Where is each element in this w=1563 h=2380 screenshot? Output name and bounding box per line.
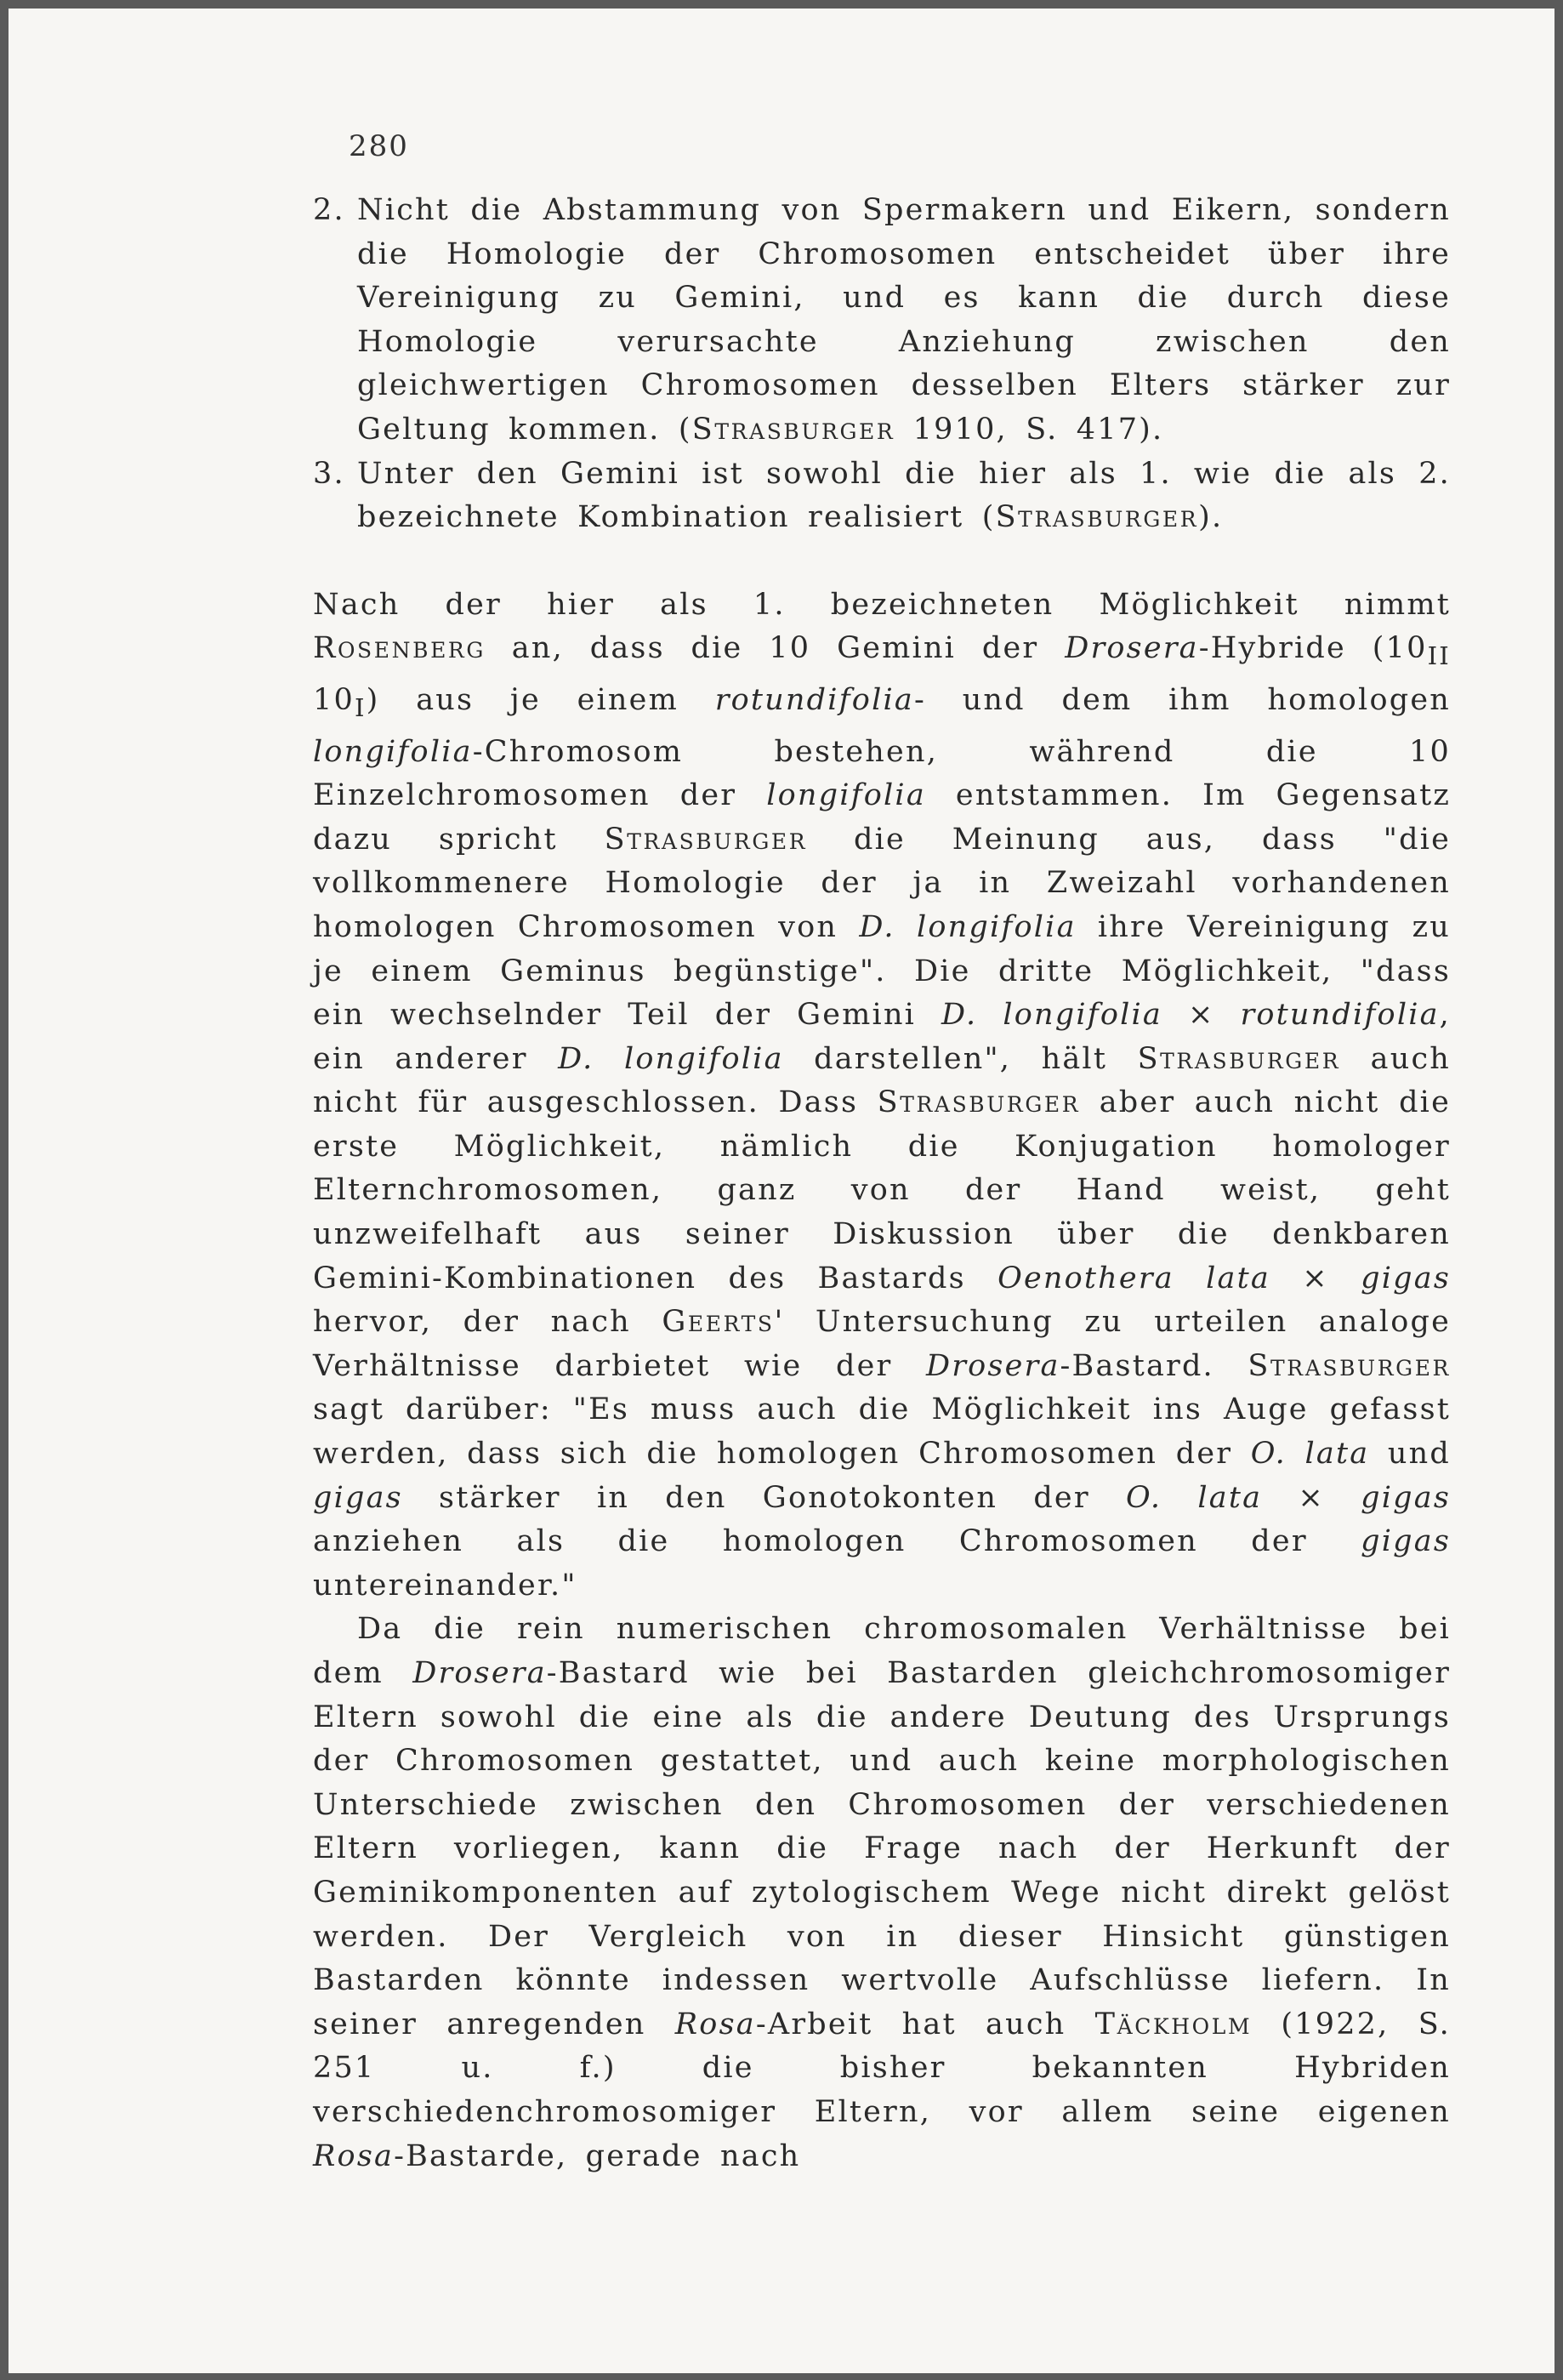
taxon-name: rotundifolia xyxy=(714,682,914,717)
taxon-name: longifolia xyxy=(766,778,926,813)
list-number: 2. xyxy=(313,193,345,227)
author-name: Strasburger xyxy=(995,500,1199,535)
taxon-name: Rosa xyxy=(674,2007,756,2041)
taxon-name: gigas xyxy=(1361,1261,1451,1295)
author-name: Strasburger xyxy=(1248,1348,1451,1383)
page-text xyxy=(313,189,1451,2178)
list-item-2: 2. Nicht die Abstammung von Spermakern und Eikern, sondern die Homologie der Chromosomen entscheidet über ihre Vereinigung zu Gemini, und es kann die durch diese Homologie verursachte Anziehung zwischen den gleichwertigen Chromosomen desselben Elters stärker zur Geltung kommen. (Strasburger 1910, S. 417). xyxy=(313,189,1451,453)
taxon-name: gigas xyxy=(1361,1480,1451,1515)
author-name: Strasburger xyxy=(1137,1041,1341,1076)
taxon-name: longifolia xyxy=(313,734,473,769)
taxon-name: Drosera xyxy=(925,1348,1060,1383)
taxon-name: Rosa xyxy=(313,2138,395,2173)
taxon-name: O. lata xyxy=(1126,1480,1263,1515)
taxon-name: Drosera xyxy=(1065,631,1199,666)
paragraph: Da die rein numerischen chromosomalen Verhältnisse bei dem Drosera-Bastard wie bei Bastarden gleichchromosomiger Eltern sowohl die eine als die andere Deutung des Ursprungs der Chromosomen gestattet, und auch keine morphologischen Unterschiede zwischen den Chromosomen der verschiedenen Eltern vorliegen, kann die Frage nach der Herkunft der Geminikomponenten auf zytologischem Wege nicht direkt gelöst werden. Der Vergleich von in dieser Hinsicht günstigen Bastarden könnte indessen wertvolle Aufschlüsse liefern. In seiner anregenden Rosa-Arbeit hat auch Täckholm (1922, S. 251 u. f.) die bisher bekannten Hybriden verschiedenchromosomiger Eltern, vor allem seine eigenen Rosa-Bastarde, gerade nach xyxy=(313,1612,1452,2173)
taxon-name: D. longifolia xyxy=(941,998,1163,1033)
book-page xyxy=(9,9,1554,2373)
author-name: Täckholm xyxy=(1094,2007,1253,2041)
list-item-3: 3. Unter den Gemini ist sowohl die hier als 1. wie die als 2. bezeichnete Kombination realisiert (Strasburger). xyxy=(313,453,1451,540)
taxon-name: Oenothera lata xyxy=(997,1261,1270,1295)
taxon-name: Drosera xyxy=(412,1656,547,1690)
paragraph: Nach der hier als 1. bezeichneten Möglichkeit nimmt Rosenberg an, dass die 10 Gemini der Drosera-Hybride ($10_{II}$ $10_I$) aus je einem rotundifolia- und dem ihm homologen longifolia-Chromosom bestehen, während die 10 Einzelchromosomen der longifolia entstammen. Im Gegensatz dazu spricht Strasburger die Meinung aus, dass "die vollkommenere Homologie der ja in Zweizahl vorhandenen homologen Chromosomen von D. longifolia ihre Vereinigung zu je einem Geminus begünstige". Die dritte Möglichkeit, "dass ein wechselnder Teil der Gemini D. longifolia × rotundifolia, ein anderer D. longifolia darstellen", hält Strasburger auch nicht für ausgeschlossen. Dass Strasburger aber auch nicht die erste Möglichkeit, nämlich die Konjugation homologer Elternchromosomen, ganz von der Hand weist, geht unzweifelhaft aus seiner Diskussion über die denkbaren Gemini-Kombinationen des Bastards Oenothera lata × gigas hervor, der nach Geerts' Untersuchung zu urteilen analoge Verhältnisse darbietet wie der Drosera-Bastard. Strasburger sagt darüber: "Es muss auch die Möglichkeit ins Auge gefasst werden, dass sich die homologen Chromosomen der O. lata und gigas stärker in den Gonotokonten der O. lata × gigas anziehen als die homologen Chromosomen der gigas untereinander." xyxy=(313,587,1451,1603)
author-name: Strasburger xyxy=(604,822,808,857)
taxon-name: gigas xyxy=(1361,1524,1451,1559)
taxon-name: D. longifolia xyxy=(558,1041,784,1076)
page-number: 280 xyxy=(349,129,409,163)
author-name: Geerts xyxy=(662,1305,775,1340)
taxon-name: D. longifolia xyxy=(859,909,1077,944)
author-name: Strasburger xyxy=(877,1085,1081,1120)
list-number: 3. xyxy=(313,456,345,491)
taxon-name: gigas xyxy=(313,1480,403,1515)
author-name: Strasburger xyxy=(691,412,895,447)
taxon-name: rotundifolia xyxy=(1240,998,1440,1033)
author-name: Rosenberg xyxy=(313,631,486,666)
taxon-name: O. lata xyxy=(1250,1437,1370,1472)
